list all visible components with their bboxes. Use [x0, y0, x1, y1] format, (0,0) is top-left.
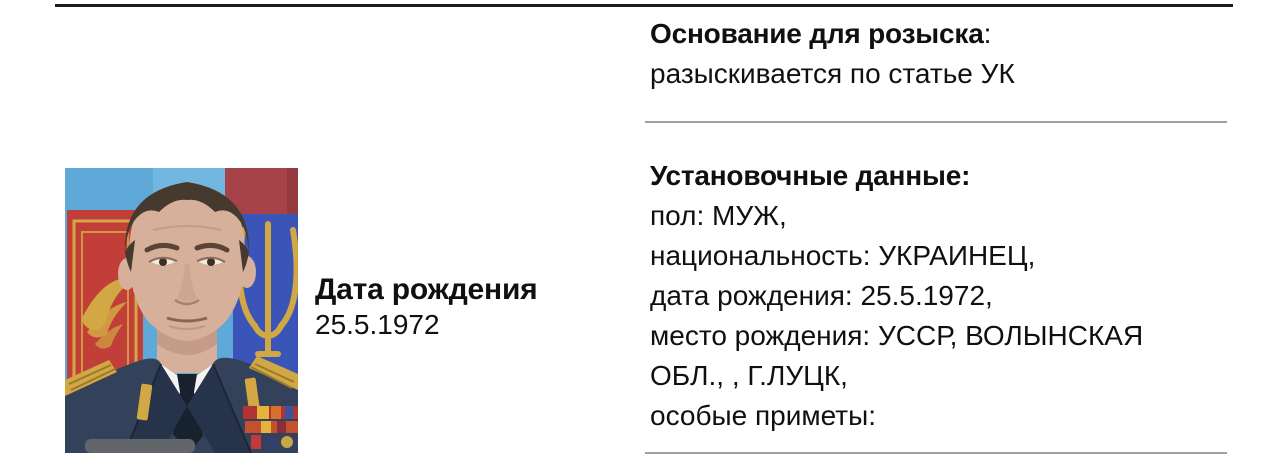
dob-value: 25.5.1972: [315, 309, 440, 340]
detail-line-birthdate: дата рождения: 25.5.1972,: [650, 280, 993, 311]
detail-line-sex: пол: МУЖ,: [650, 200, 787, 231]
suspect-photo-graphic: [65, 168, 298, 453]
detail-line-birthplace-1: место рождения: УССР, ВОЛЫНСКАЯ: [650, 320, 1144, 351]
dob-block: [315, 272, 538, 342]
search-basis-value: разыскивается по статье УК: [650, 58, 1015, 89]
search-basis-title: [650, 14, 1232, 54]
dob-label: Дата рождения: [315, 273, 538, 306]
identifying-data-title: Установочные данные:: [650, 160, 971, 191]
chair-back: [85, 439, 195, 453]
section-divider-bottom: [645, 452, 1227, 454]
search-basis-section: [650, 14, 1232, 94]
identifying-data-section: [650, 156, 1232, 436]
search-basis-colon: :: [983, 18, 992, 49]
section-divider-top: [645, 121, 1227, 123]
top-divider: [55, 4, 1233, 7]
detail-line-nationality: национальность: УКРАИНЕЦ,: [650, 240, 1036, 271]
suspect-photo: [65, 168, 298, 453]
detail-line-marks: особые приметы:: [650, 400, 876, 431]
detail-line-birthplace-2: ОБЛ., , Г.ЛУЦК,: [650, 360, 848, 391]
search-basis-label: Основание для розыска: [650, 18, 984, 49]
medal-pendants: [251, 435, 293, 449]
